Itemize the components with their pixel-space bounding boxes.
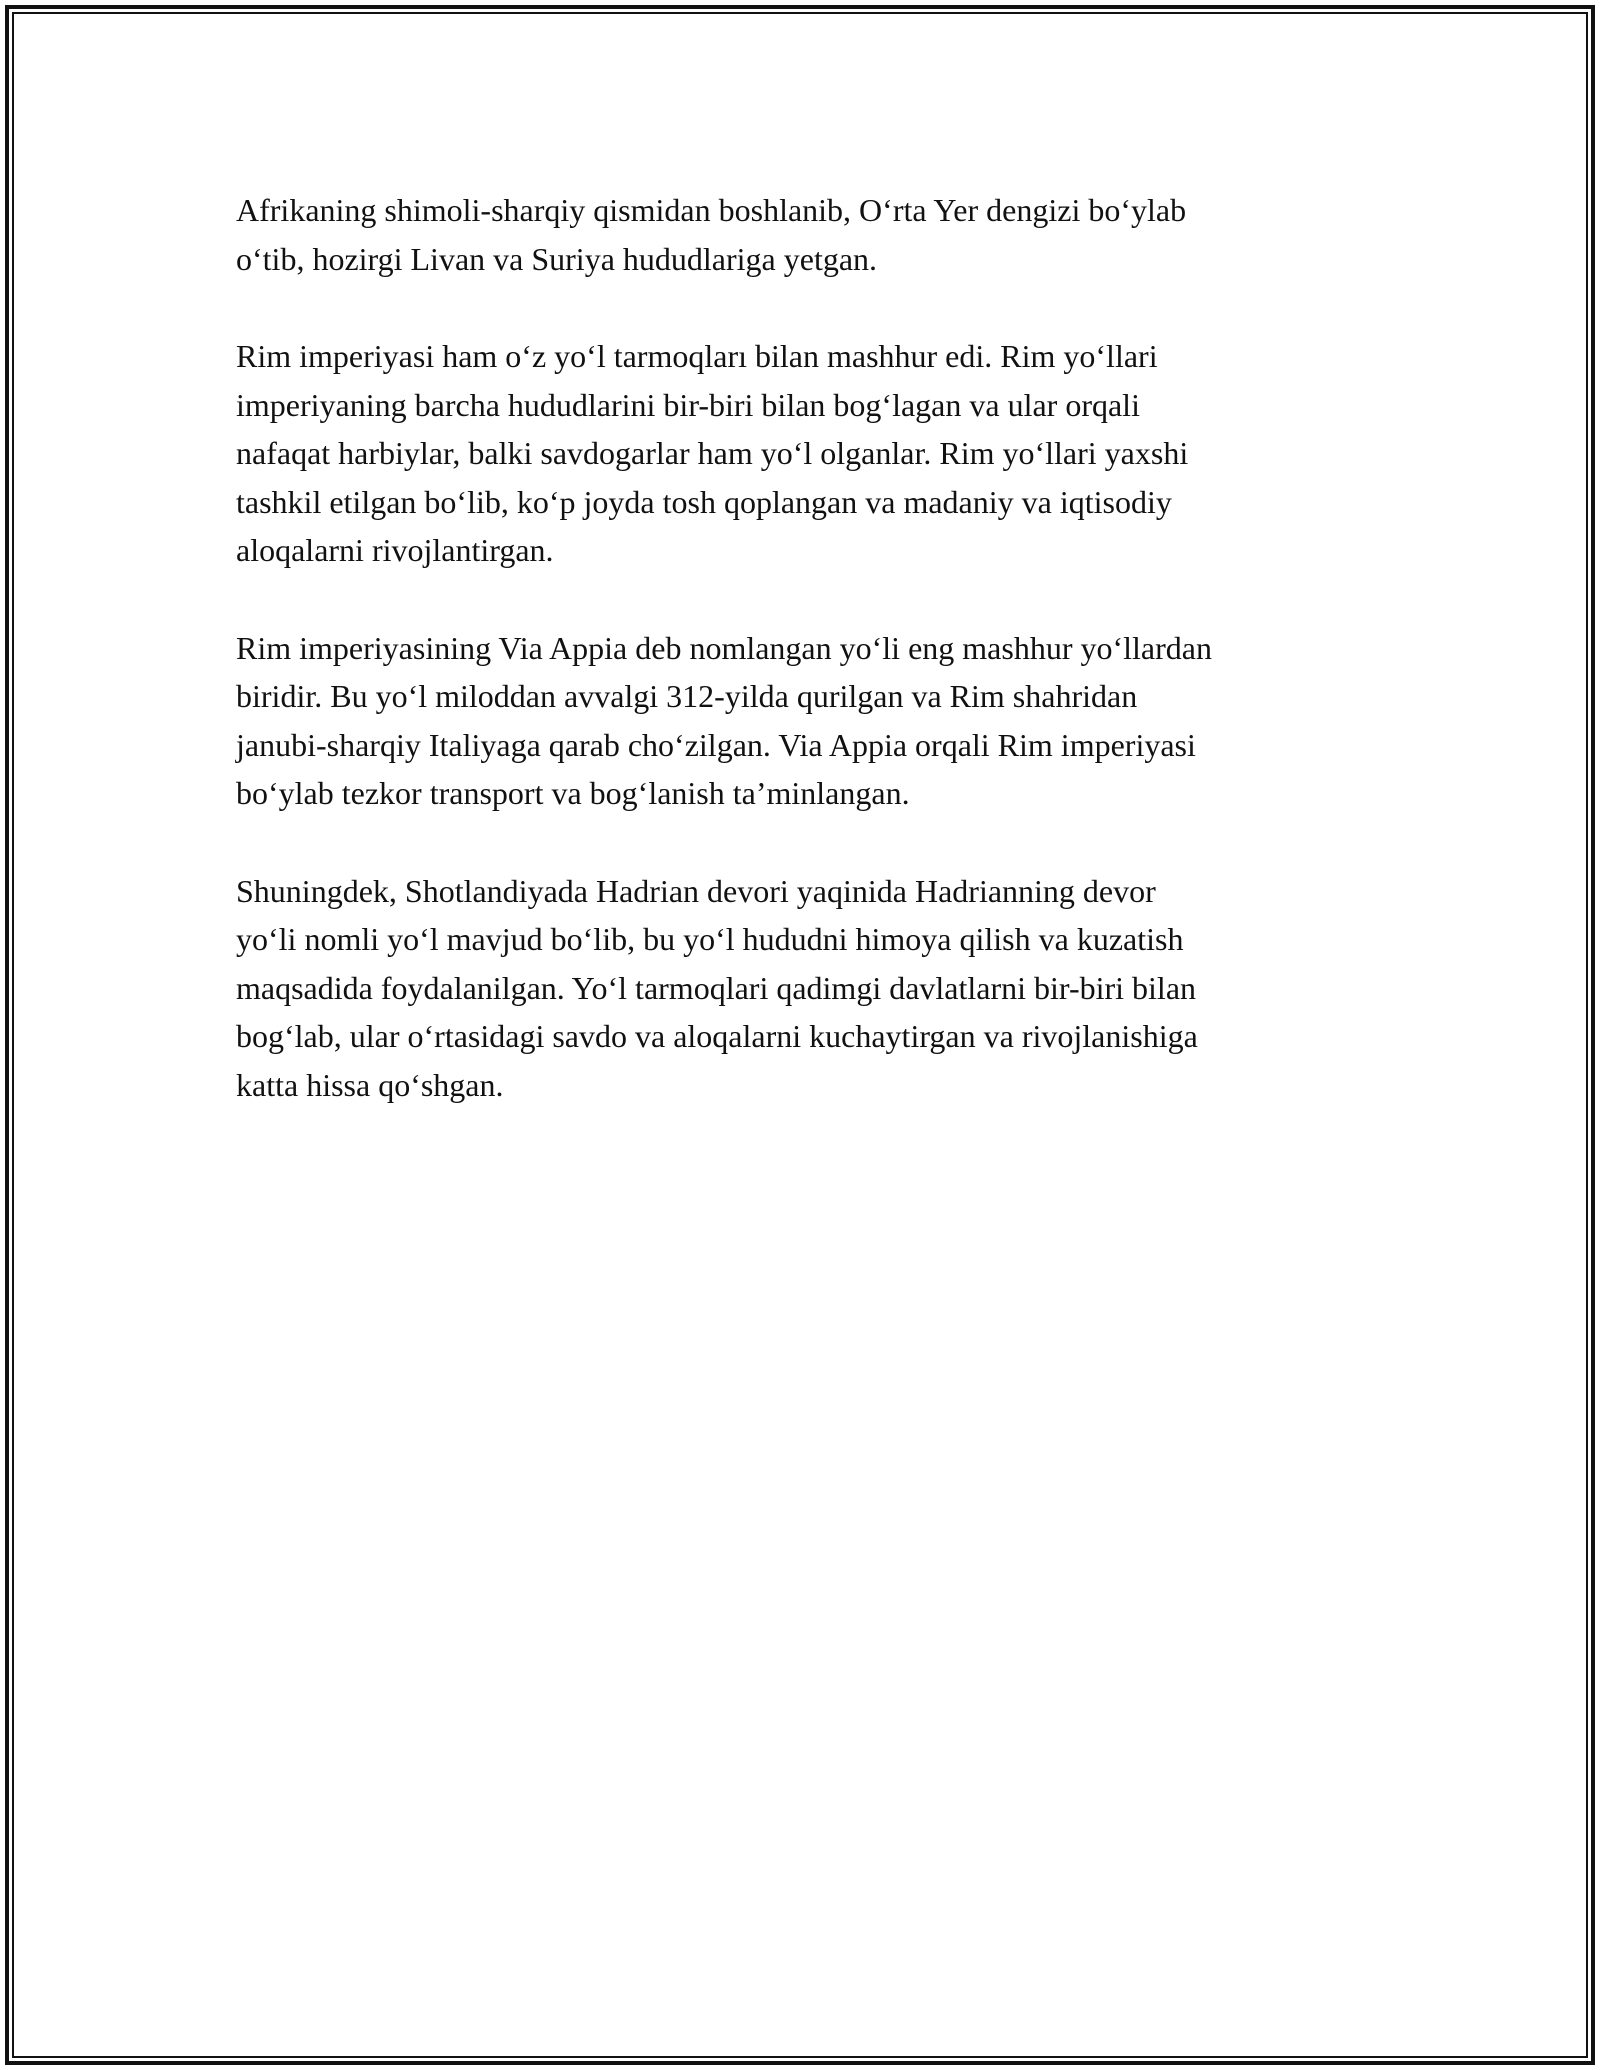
text-line: bo‘ylab tezkor transport va bog‘lanish ta’minlangan. bbox=[236, 775, 910, 811]
text-line: nafaqat harbiylar, balki savdogarlar ham yo‘l olganlar. Rim yo‘llari yaxshi bbox=[236, 435, 1189, 471]
text-line: Shuningdek, Shotlandiyada Hadrian devori yaqinida Hadrianning devor bbox=[236, 872, 1156, 909]
text-line: Rim imperiyasi ham o‘z yo‘l tarmoqları bilan mashhur edi. Rim yo‘llari bbox=[236, 338, 1158, 374]
paragraph-1 bbox=[236, 186, 1372, 283]
paragraph-2 bbox=[236, 332, 1372, 575]
text-line: Afrikaning shimoli-sharqiy qismidan boshlanib, O‘rta Yer dengizi bo‘ylab bbox=[236, 192, 1187, 228]
text-line: aloqalarni rivojlantirgan. bbox=[236, 532, 554, 568]
text-line: tashkil etilgan bo‘lib, ko‘p joyda tosh qoplangan va madaniy va iqtisodiy bbox=[236, 483, 1172, 520]
text-line: imperiyaning barcha hududlarini bir-biri bilan bog‘lagan va ular orqali bbox=[236, 386, 1140, 423]
text-line: Rim imperiyasining Via Appia deb nomlangan yo‘li eng mashhur yo‘llardan bbox=[236, 629, 1212, 666]
document-body bbox=[236, 186, 1372, 1158]
paragraph-4 bbox=[236, 867, 1372, 1110]
text-line: katta hissa qo‘shgan. bbox=[236, 1066, 504, 1103]
text-line: janubi-sharqiy Italiyaga qarab cho‘zilgan. Via Appia orqali Rim imperiyasi bbox=[236, 726, 1196, 763]
text-line: o‘tib, hozirgi Livan va Suriya hududlariga yetgan. bbox=[236, 240, 878, 277]
text-line: biridir. Bu yo‘l miloddan avvalgi 312-yilda qurilgan va Rim shahridan bbox=[236, 678, 1138, 714]
text-line: bog‘lab, ular o‘rtasidagi savdo va aloqalarni kuchaytirgan va rivojlanishiga bbox=[236, 1018, 1198, 1054]
text-line: maqsadida foydalanilgan. Yo‘l tarmoqlari qadimgi davlatlarni bir-biri bilan bbox=[236, 969, 1197, 1006]
text-line: yo‘li nomli yo‘l mavjud bo‘lib, bu yo‘l hududni himoya qilish va kuzatish bbox=[236, 921, 1184, 957]
paragraph-3 bbox=[236, 624, 1372, 818]
